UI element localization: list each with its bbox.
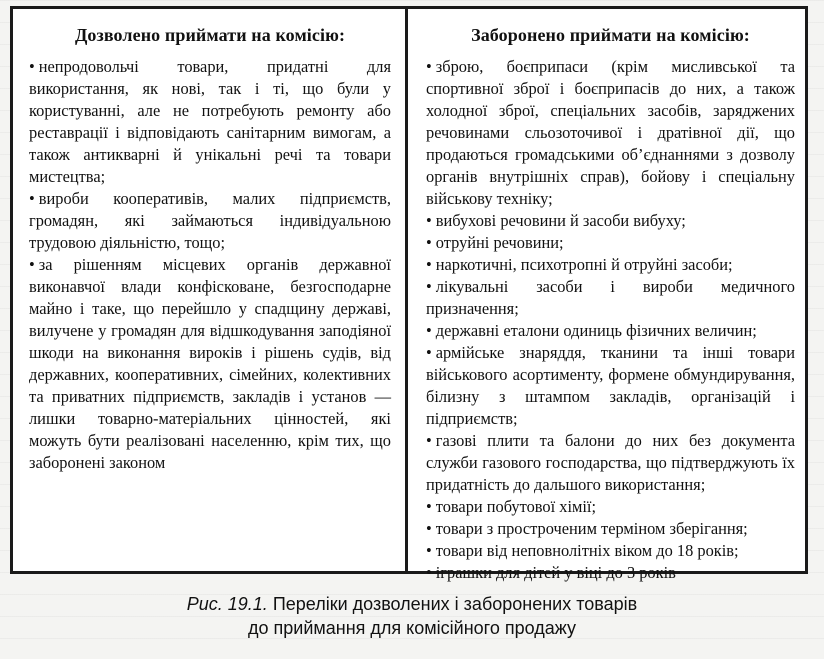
list-item bbox=[426, 56, 795, 210]
list-item bbox=[426, 232, 795, 254]
allowed-goods-list bbox=[29, 56, 391, 474]
list-item bbox=[426, 496, 795, 518]
allowed-goods-title: Дозволено приймати на комісію: bbox=[74, 25, 346, 45]
bullet-icon: • bbox=[29, 189, 35, 208]
bullet-icon: • bbox=[426, 255, 432, 274]
prohibited-goods-list bbox=[426, 56, 795, 584]
list-item bbox=[29, 254, 391, 474]
list-item-text: вибухові речовини й засоби вибуху; bbox=[435, 211, 686, 230]
list-item-text: товари з простроченим терміном зберігання; bbox=[435, 519, 748, 538]
list-item-text: зброю, боєприпаси (крім мисливської та спортивної зброї і боєприпасів до них, а також холодної зброї, спеціальних засобів, заряджених речовинами сльозоточивої і дратівної дії, що продаються громадськими об’єднаннями з дозволу органів внутрішніх справ), бойову і спеціальну військову техніку; bbox=[426, 57, 795, 208]
figure-caption bbox=[0, 592, 824, 640]
caption-text-1: Переліки дозволених і заборонених товарів bbox=[272, 594, 638, 614]
caption-line-1 bbox=[0, 592, 824, 616]
bullet-icon: • bbox=[426, 497, 432, 516]
bullet-icon: • bbox=[29, 57, 35, 76]
list-item bbox=[426, 320, 795, 342]
list-item bbox=[426, 540, 795, 562]
list-item-text: лікувальні засоби і вироби медичного призначення; bbox=[426, 277, 795, 318]
list-item-text: товари побутової хімії; bbox=[435, 497, 597, 516]
list-item bbox=[426, 276, 795, 320]
allowed-goods-column bbox=[13, 9, 408, 571]
list-item-text: вироби кооперативів, малих підприємств, громадян, які займаються індивідуальною трудовою діяльністю, тощо; bbox=[29, 189, 391, 252]
list-item-text: за рішенням місцевих органів державної виконавчої влади конфісковане, безгосподарне майно і таке, що перейшло у спадщину державі, вилучене у громадян для відшкодування заподіяної шкоди на виконання вироків і рішень судів, від державних, кооперативних, сімейних, колективних та приватних підприємств, закладів і установ — лишки товарно-матеріальних цінностей, які можуть бути реалізовані населенню, крім тих, що заборонені законом bbox=[29, 255, 391, 472]
bullet-icon: • bbox=[426, 233, 432, 252]
bullet-icon: • bbox=[426, 343, 432, 362]
bullet-icon: • bbox=[426, 321, 432, 340]
list-item bbox=[426, 430, 795, 496]
prohibited-goods-title: Заборонено приймати на комісію: bbox=[471, 25, 750, 45]
bullet-icon: • bbox=[29, 255, 35, 274]
bullet-icon: • bbox=[426, 277, 432, 296]
list-item bbox=[426, 254, 795, 276]
caption-label: Рис. 19.1. bbox=[186, 594, 268, 614]
bullet-icon: • bbox=[426, 57, 432, 76]
bullet-icon: • bbox=[426, 431, 432, 450]
list-item bbox=[29, 188, 391, 254]
list-item-text: іграшки для дітей у віці до 3 років bbox=[435, 563, 676, 582]
bullet-icon: • bbox=[426, 541, 432, 560]
list-item-text: наркотичні, психотропні й отруйні засоби; bbox=[435, 255, 733, 274]
list-item bbox=[29, 56, 391, 188]
list-item-text: непродовольчі товари, придатні для використання, як нові, так і ті, що були у користуванні, але не потребують ремонту або реставрації і відповідають санітарним вимогам, а також антикварні й унікальні речі та товари мистецтва; bbox=[29, 57, 391, 186]
goods-lists-table bbox=[10, 6, 808, 582]
caption-text-2: до приймання для комісійного продажу bbox=[248, 618, 576, 638]
list-item-text: армійське знаряддя, тканини та інші товари військового асортименту, формене обмундирування, білизну з штампом закладів, організацій і підприємств; bbox=[426, 343, 795, 428]
list-item-text: отруйні речовини; bbox=[435, 233, 564, 252]
list-item bbox=[426, 210, 795, 232]
bullet-icon: • bbox=[426, 519, 432, 538]
list-item-text: державні еталони одиниць фізичних величин; bbox=[435, 321, 757, 340]
list-item bbox=[426, 342, 795, 430]
list-item-text: газові плити та балони до них без документа служби газового господарства, що підтверджують їх придатність до дальшого використання; bbox=[426, 431, 795, 494]
prohibited-goods-column bbox=[408, 9, 805, 582]
list-item bbox=[426, 562, 795, 584]
bullet-icon: • bbox=[426, 563, 432, 582]
bullet-icon: • bbox=[426, 211, 432, 230]
list-item-text: товари від неповнолітніх віком до 18 років; bbox=[435, 541, 739, 560]
list-item bbox=[426, 518, 795, 540]
